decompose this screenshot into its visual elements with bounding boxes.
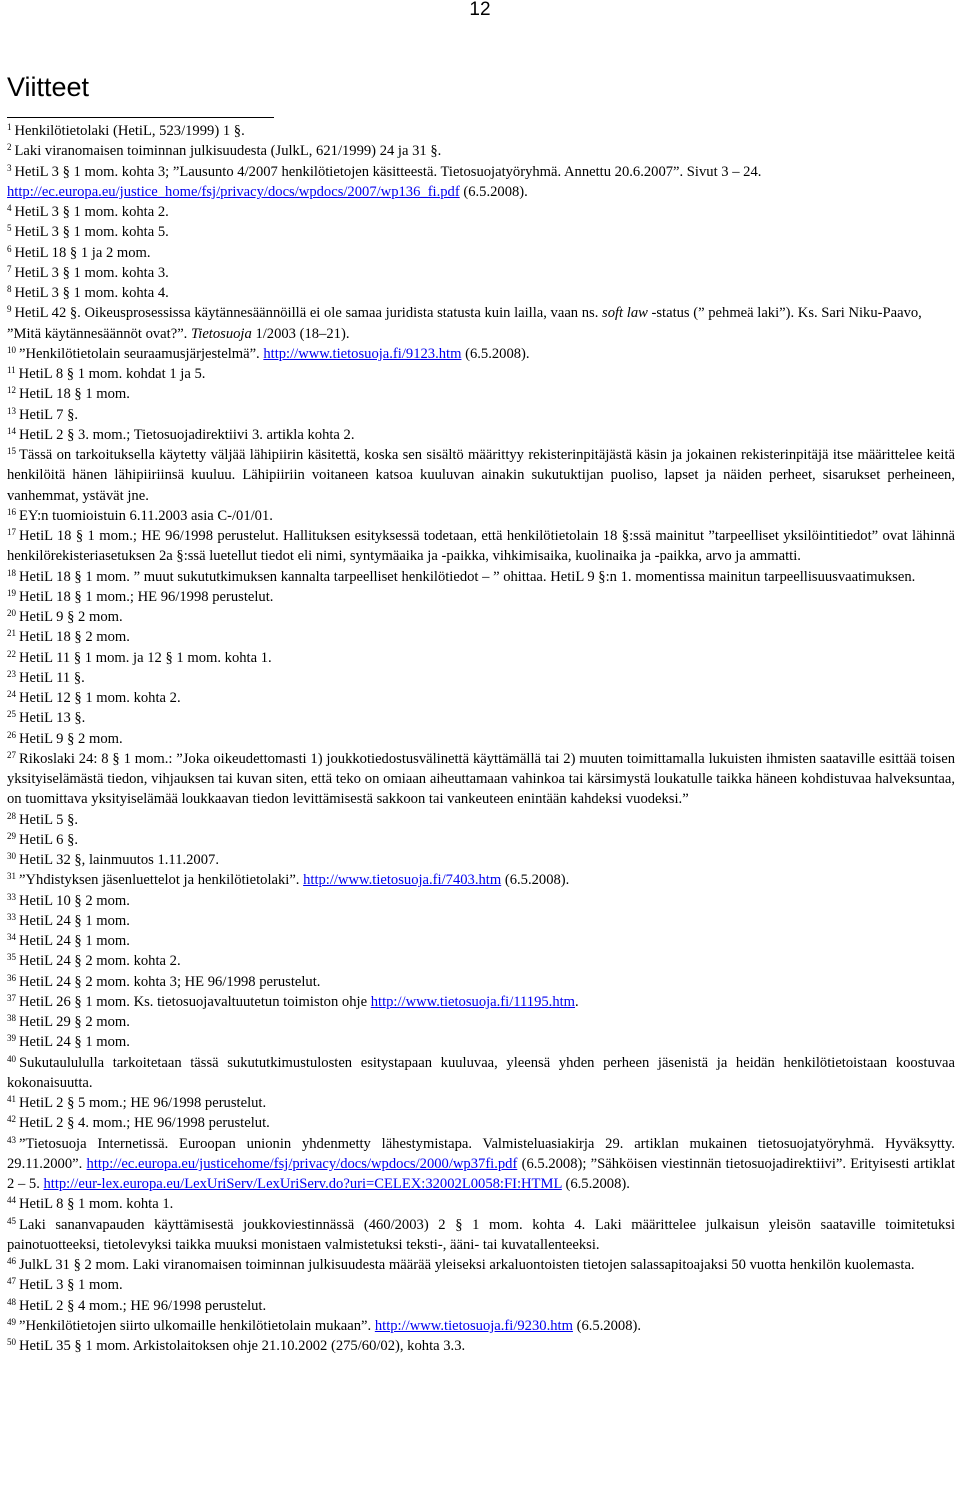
endnote-text: HetiL 3 § 1 mom. kohta 5. [14,224,169,241]
endnote-7 [7,263,955,283]
endnote-text: . [575,993,579,1010]
endnote-29 [7,830,955,850]
endnote-text: (6.5.2008). [501,872,570,889]
endnote-link[interactable]: http://www.tietosuoja.fi/11195.htm [370,993,576,1010]
endnote-number: 7 [7,263,12,274]
endnote-number: 38 [7,1013,16,1023]
endnote-number: 23 [7,668,16,679]
endnote-27 [7,749,955,810]
endnote-text: HetiL 18 § 1 mom.; HE 96/1998 perustelut. Hallituksen esityksessä todetaan, että henkilötietolain 18 §:ssä mainitut ”tarpeelliset yksilöintitiedot” ovat lähinnä henkilörekisteriasetuksen 2a §:ssä luetellut tiedot eli nimi, syntymäaika ja -paikka, vihkimisaika, kuolinaika ja -paikka, arvo ja ammatti. [7,528,955,565]
endnote-text: HetiL 18 § 1 mom.; HE 96/1998 perustelut. [19,588,274,605]
endnote-number: 26 [7,729,16,740]
page-title: Viitteet [7,72,90,102]
endnote-23 [7,668,955,688]
endnote-15 [7,445,955,506]
endnote-number: 36 [7,972,16,983]
endnote-text: HetiL 9 § 2 mom. [19,609,123,625]
endnote-number: 35 [7,952,16,963]
endnote-5 [7,222,955,242]
endnote-number: 16 [7,506,16,517]
endnote-16 [7,506,955,526]
endnote-link[interactable]: http://www.tietosuoja.fi/9230.htm [374,1317,573,1334]
endnote-number: 45 [7,1215,16,1226]
endnote-number: 25 [7,709,16,720]
endnote-25 [7,708,955,728]
endnote-17 [7,526,955,567]
endnote-46 [7,1255,955,1275]
endnote-text: Laki sananvapauden käyttämisestä joukkoviestinnässä (460/2003) 2 § 1 mom. kohta 4. Laki määrittelee julkaisun yleisön saataville toimitetuksi painotuotteeksi, tietolevyksi taikka muuksi monistaen valmistetuksi teksti-, ääni- tai kuvatallenteeksi. [7,1216,955,1253]
endnote-number: 2 [7,142,12,153]
endnote-9 [7,303,955,344]
endnote-text: (6.5.2008). [561,1176,630,1192]
endnote-text: HetiL 24 § 2 mom. kohta 2. [19,953,181,970]
endnote-number: 11 [7,365,16,375]
endnote-text: EY:n tuomioistuin 6.11.2003 asia C-/01/01. [19,507,273,524]
endnote-number: 33 [7,911,16,922]
endnote-43 [7,1134,955,1195]
endnote-1 [7,121,955,141]
endnote-6 [7,243,955,263]
endnote-text: HetiL 9 § 2 mom. [19,730,123,747]
endnote-link[interactable]: http://ec.europa.eu/justicehome/fsj/privacy/docs/wpdocs/2000/wp37fi.pdf [86,1155,518,1172]
endnote-21 [7,627,955,647]
endnote-text: HetiL 18 § 2 mom. [19,629,130,646]
endnote-text: HetiL 2 § 5 mom.; HE 96/1998 perustelut. [19,1095,267,1111]
endnote-text: HetiL 10 § 2 mom. [19,892,130,909]
endnote-number: 24 [7,689,16,699]
endnote-link[interactable]: http://ec.europa.eu/justice_home/fsj/privacy/docs/wpdocs/2007/wp136_fi.pdf [7,183,460,200]
endnote-45 [7,1215,955,1256]
endnote-text: HetiL 18 § 1 ja 2 mom. [14,244,151,261]
endnote-13 [7,405,955,425]
endnote-text: HetiL 3 § 1 mom. kohta 3; ”Lausunto 4/2007 henkilötietojen käsitteestä. Tietosuojatyöryhmä. Annettu 20.6.2007”. Sivut 3 – 24. [14,163,762,180]
endnote-2 [7,141,955,161]
endnote-text: HetiL 42 §. Oikeusprosessissa käytännesäännöillä ei ole samaa juridista statusta kuin lailla, vaan ns. [14,305,603,322]
endnote-link[interactable]: http://www.tietosuoja.fi/7403.htm [303,872,502,889]
endnote-text: HetiL 5 §. [19,811,79,828]
endnote-36 [7,972,955,992]
endnote-text: (6.5.2008); ”Sähköisen viestinnän tietosuojadirektiivi”. Erityisesti artiklat 2 – 5. [7,1155,955,1192]
endnote-number: 48 [7,1296,16,1307]
endnote-text: HetiL 3 § 1 mom. kohta 2. [14,204,169,220]
endnote-11 [7,364,955,384]
endnote-number: 33 [7,891,16,902]
endnote-19 [7,587,955,607]
endnote-number: 42 [7,1114,16,1125]
endnote-3 [7,162,955,203]
endnote-37 [7,992,955,1012]
endnote-number: 15 [7,446,16,456]
endnote-text: HetiL 3 § 1 mom. kohta 3. [14,264,169,281]
endnote-text: Tässä on tarkoituksella käytetty väljää lähipiirin käsitettä, koska sen sisältö määrittyy rekisterinpitäjästä käsin ja jokainen rekisterinpitäjä itse määrittelee keitä henkilöitä hänen lähipiiriinsä kuuluu. Lähipiiriin voitaneen katsoa kuuluvan ainakin sukutuktijan puoliso, lapset ja näiden perheet, sisarukset perheineen, vanhemmat, ystävät jne. [7,447,955,504]
endnote-number: 4 [7,203,12,213]
endnote-49 [7,1316,955,1336]
endnote-text: HetiL 8 § 1 mom. kohdat 1 ja 5. [18,366,206,382]
page-number: 12 [469,0,491,20]
endnote-text: -status (” pehmeä laki”). Ks. Sari Niku-Paavo, ”Mitä käytännesäännöt ovat?”. [7,305,922,342]
endnote-number: 21 [7,628,16,639]
endnote-10 [7,344,955,364]
endnote-text: Laki viranomaisen toiminnan julkisuudesta (JulkL, 621/1999) 24 ja 31 §. [14,143,442,160]
endnote-number: 10 [7,344,16,355]
endnote-number: 12 [7,385,16,396]
endnote-text: (6.5.2008). [459,183,528,200]
endnote-42 [7,1113,955,1133]
endnote-text: HetiL 3 § 1 mom. [19,1277,123,1294]
endnote-31 [7,870,955,890]
endnote-text: ”Yhdistyksen jäsenluettelot ja henkilötietolaki”. [19,872,304,889]
endnote-text: HetiL 8 § 1 mom. kohta 1. [19,1196,174,1213]
endnote-50 [7,1336,955,1356]
endnote-number: 1 [7,122,12,132]
endnote-text: HetiL 26 § 1 mom. Ks. tietosuojavaltuutetun toimiston ohje [19,993,371,1010]
endnote-47 [7,1275,955,1295]
endnote-text: HetiL 6 §. [19,831,79,848]
endnote-number: 6 [7,243,12,254]
endnote-24 [7,688,955,708]
endnote-44 [7,1194,955,1214]
endnote-number: 30 [7,851,16,861]
endnote-number: 27 [7,749,16,760]
endnote-41 [7,1093,955,1113]
endnote-38 [7,1012,955,1032]
endnote-text: HetiL 18 § 1 mom. [19,386,130,403]
endnote-text: HetiL 12 § 1 mom. kohta 2. [19,690,181,706]
endnote-12 [7,384,955,404]
endnote-number: 3 [7,162,12,173]
endnote-40 [7,1053,955,1094]
endnote-text: HetiL 24 § 1 mom. [19,912,130,929]
endnote-14 [7,425,955,445]
endnote-number: 14 [7,425,16,436]
endnote-number: 28 [7,810,16,821]
endnote-number: 5 [7,223,12,234]
endnote-text: Sukutaulululla tarkoitetaan tässä sukututkimustulosten esitystapaan kuuluvaa, yleensä yhden perheen jäsenistä ja heidän henkilötietoistaan koostuvaa kokonaisuutta. [7,1054,955,1091]
endnote-number: 8 [7,284,12,294]
endnote-number: 29 [7,830,16,841]
endnote-number: 50 [7,1337,16,1347]
endnote-text: ”Tietosuoja Internetissä. Euroopan unionin yhdenmetty lähestymistapa. Valmisteluasiakirja 29. artiklan mukainen tietosuojatyöryhmä. Hyväksytty. 29.11.2000”. [7,1135,955,1172]
endnote-text: HetiL 13 §. [19,710,86,727]
endnote-number: 37 [7,992,16,1003]
endnote-34 [7,931,955,951]
endnote-link[interactable]: http://eur-lex.europa.eu/LexUriServ/LexUriServ.do?uri=CELEX:32002L0058:FI:HTML [43,1176,562,1192]
endnote-text: HetiL 3 § 1 mom. kohta 4. [14,285,169,301]
endnote-number: 41 [7,1094,16,1104]
endnote-number: 47 [7,1276,16,1287]
endnote-number: 40 [7,1053,16,1064]
endnote-number: 44 [7,1195,16,1206]
endnote-number: 49 [7,1316,16,1327]
endnote-text: ”Henkilötietojen siirto ulkomaille henkilötietolain mukaan”. [19,1317,375,1334]
endnote-text: HetiL 18 § 1 mom. ” muut sukututkimuksen kannalta tarpeelliset henkilötiedot – ” ohittaa. HetiL 9 §:n 1. momentissa mainitun tarpeellisuusvaatimuksen. [19,568,916,585]
endnote-35 [7,951,955,971]
endnote-text: Henkilötietolaki (HetiL, 523/1999) 1 §. [14,123,245,139]
footnote-separator [7,117,274,118]
endnote-text: 1/2003 (18–21). [251,325,350,342]
endnote-number: 13 [7,405,16,416]
endnote-32 [7,891,955,911]
endnote-link[interactable]: http://www.tietosuoja.fi/9123.htm [263,345,462,362]
endnote-text: HetiL 29 § 2 mom. [19,1014,130,1030]
endnote-text: HetiL 24 § 1 mom. [19,1034,130,1051]
endnote-text: JulkL 31 § 2 mom. Laki viranomaisen toiminnan julkisuudesta määrää yleiseksi arkaluontoisten tietojen salassapitoajaksi 50 vuotta henkilön kuolemasta. [19,1257,915,1273]
endnote-39 [7,1032,955,1052]
endnote-number: 9 [7,304,12,315]
endnote-18 [7,567,955,587]
endnote-20 [7,607,955,627]
endnote-text: HetiL 32 §, lainmuutos 1.11.2007. [19,852,219,868]
endnote-text: HetiL 24 § 1 mom. [19,933,130,949]
endnote-48 [7,1296,955,1316]
endnote-number: 19 [7,587,16,598]
endnote-number: 31 [7,871,16,882]
endnote-text: Rikoslaki 24: 8 § 1 mom.: ”Joka oikeudettomasti 1) joukkotiedostusvälinettä käyttämällä tai 2) muuten toimittamalla lukuisten ihmisten saataville esittää toisen yksityiselämästä tiedon, vihjauksen tai kuvan siten, että teko on omiaan aiheuttamaan vahinkoa tai kärsimystä loukatulle taikka häneen kohdistuvaa halveksuntaa, on tuomittava yksityiselämää loukkaavan tiedon levittämisestä sakkoon tai vankeuteen enintään kahdeksi vuodeksi.” [7,750,955,808]
endnote-text: HetiL 2 § 4. mom.; HE 96/1998 perustelut. [19,1115,270,1132]
endnote-text: HetiL 2 § 4 mom.; HE 96/1998 perustelut. [19,1297,267,1314]
endnote-22 [7,648,955,668]
endnote-text: HetiL 11 §. [19,669,85,686]
endnote-emphasis: soft law [602,305,648,322]
endnote-8 [7,283,955,303]
endnote-emphasis: Tietosuoja [190,325,252,342]
endnote-26 [7,729,955,749]
endnotes-list [7,121,955,1356]
endnote-number: 43 [7,1134,16,1145]
endnote-33 [7,911,955,931]
endnote-text: HetiL 35 § 1 mom. Arkistolaitoksen ohje 21.10.2002 (275/60/02), kohta 3.3. [19,1338,466,1354]
endnote-text: (6.5.2008). [572,1317,642,1334]
endnote-text: HetiL 24 § 2 mom. kohta 3; HE 96/1998 perustelut. [19,973,321,990]
endnote-text: (6.5.2008). [461,345,530,362]
endnote-4 [7,202,955,222]
endnote-text: HetiL 7 §. [19,406,79,423]
endnote-number: 17 [7,527,16,537]
endnote-28 [7,810,955,830]
endnote-30 [7,850,955,870]
endnote-text: HetiL 2 § 3. mom.; Tietosuojadirektiivi 3. artikla kohta 2. [19,426,355,443]
endnote-text: HetiL 11 § 1 mom. ja 12 § 1 mom. kohta 1. [19,649,272,666]
endnote-number: 34 [7,932,16,942]
endnote-number: 20 [7,608,16,618]
endnote-number: 22 [7,648,16,659]
endnote-number: 39 [7,1033,16,1044]
endnote-number: 18 [7,567,16,578]
endnote-text: ”Henkilötietolain seuraamusjärjestelmä”. [19,345,264,362]
endnote-number: 46 [7,1256,16,1266]
